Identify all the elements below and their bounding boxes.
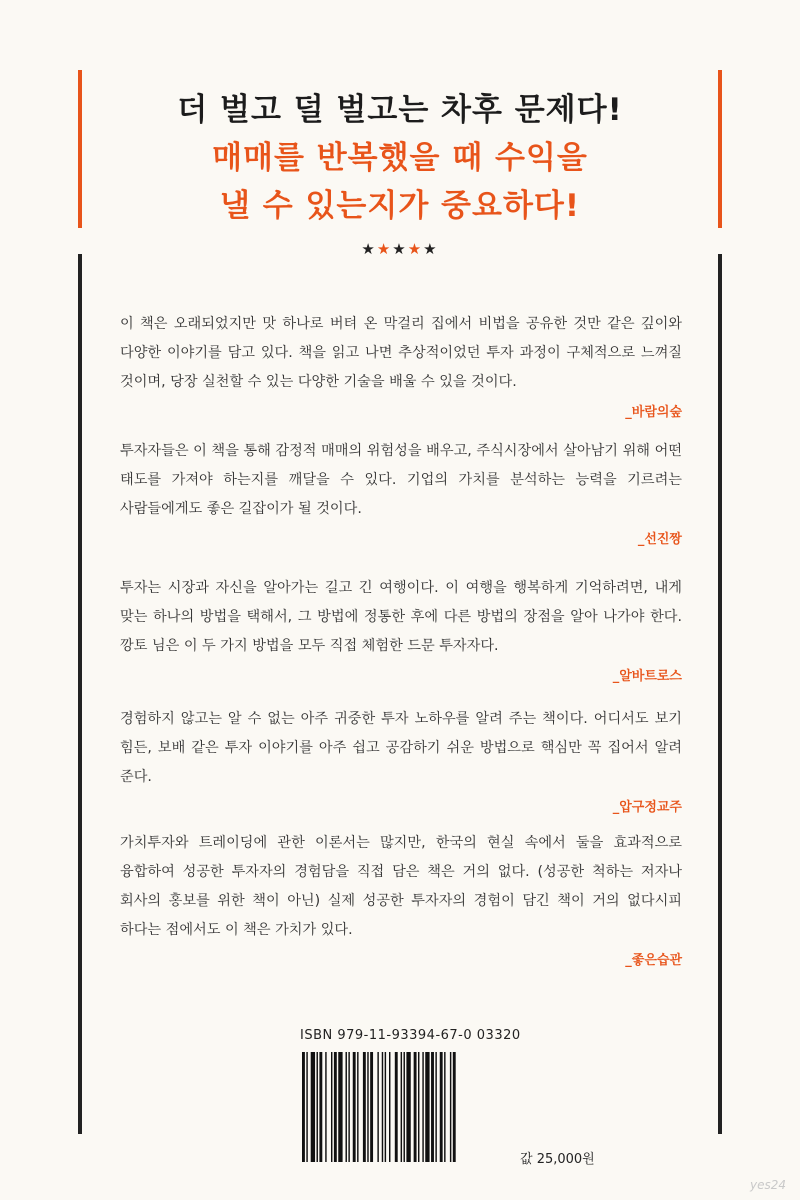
barcode-bar [453,1052,456,1162]
barcode-bar [395,1052,398,1162]
barcode-bar [311,1052,315,1162]
review-text: 투자는 시장과 자신을 알아가는 길고 긴 여행이다. 이 여행을 행복하게 기억하려면, 내게 맞는 하나의 방법을 택해서, 그 방법에 정통한 후에 다른 방법의 장점을 알아 나가야 한다. 깡토 님은 이 두 가지 방법을 모두 직접 체험한 드문 투자자다. [120,580,682,654]
rating-stars [0,240,800,258]
barcode-bar [377,1052,378,1162]
barcode-bar [317,1052,318,1162]
barcode-bar [431,1052,434,1162]
review-4 [120,705,682,815]
barcode-bar [425,1052,429,1162]
barcode-bar [370,1052,373,1162]
barcode-bar [325,1052,326,1162]
right-dark-bar [718,254,722,1134]
review-1 [120,310,682,420]
review-text: 투자자들은 이 책을 통해 감정적 매매의 위험성을 배우고, 주식시장에서 살아남기 위해 어떤 태도를 가져야 하는지를 깨달을 수 있다. 기업의 가치를 분석하는 능력을 기르려는 사람들에게도 좋은 길잡이가 될 것이다. [120,443,682,517]
headline-line-1: 더 벌고 덜 벌고는 차후 문제다! [177,92,623,128]
barcode-bar [406,1052,410,1162]
star-icon: ★ [423,240,439,258]
headline-line-3: 낼 수 있는지가 중요하다! [220,188,580,224]
barcode-bar [414,1052,417,1162]
review-5 [120,829,682,968]
barcode-bar [404,1052,405,1162]
headline-line-2: 매매를 반복했을 때 수익을 [212,140,588,176]
review-text: 경험하지 않고는 알 수 없는 아주 귀중한 투자 노하우를 알려 주는 책이다. 어디서도 보기 힘든, 보배 같은 투자 이야기를 아주 쉽고 공감하기 쉬운 방법으로 핵심만 꼭 집어서 알려 준다. [120,711,682,785]
review-2 [120,437,682,547]
barcode-bar [363,1052,366,1162]
barcode-bar [348,1052,349,1162]
left-dark-bar [78,254,82,1134]
review-text: 가치투자와 트레이딩에 관한 이론서는 많지만, 한국의 현실 속에서 둘을 효과적으로 융합하여 성공한 투자자의 경험담을 직접 담은 책은 거의 없다. (성공한 척하는 저자나 회사의 홍보를 위한 책이 아닌) 실제 성공한 투자자의 경험이 담긴 책이 거의 없다시피 하다는 점에서도 이 책은 가치가 있다. [120,835,682,938]
review-author: _선진짱 [637,532,682,547]
barcode-image [298,1052,510,1162]
star-icon: ★ [376,240,393,258]
barcode-bar [418,1052,419,1162]
headline [0,86,800,230]
star-icon: ★ [407,240,424,258]
star-icon: ★ [392,240,408,258]
review-author: _압구정교주 [612,800,682,815]
barcode-bar [435,1052,436,1162]
barcode-bar [450,1052,451,1162]
barcode-bar [331,1052,332,1162]
barcode-bar [422,1052,423,1162]
barcode-bar [338,1052,342,1162]
barcode-bar [319,1052,322,1162]
barcode-bar [353,1052,356,1162]
review-author: _바람의숲 [625,405,682,420]
watermark-logo: yes24 [749,1178,786,1192]
price-label: 값 25,000원 [520,1152,595,1167]
barcode-bar [389,1052,390,1162]
barcode-bar [385,1052,386,1162]
barcode-bar [334,1052,337,1162]
review-3 [120,574,682,684]
barcode-bar [357,1052,358,1162]
star-icon: ★ [361,240,377,258]
barcode-bar [444,1052,445,1162]
barcode-bar [382,1052,383,1162]
barcode-bar [346,1052,347,1162]
isbn-number: ISBN 979-11-93394-67-0 03320 [300,1028,521,1043]
barcode-bar [306,1052,307,1162]
review-author: _알바트로스 [612,669,682,684]
review-text: 이 책은 오래되었지만 맛 하나로 버텨 온 막걸리 집에서 비법을 공유한 것만 같은 깊이와 다양한 이야기를 담고 있다. 책을 읽고 나면 추상적이었던 투자 과정이 구체적으로 느껴질 것이며, 당장 실천할 수 있는 다양한 기술을 배울 수 있을 것이다. [120,316,682,390]
barcode-bar [302,1052,305,1162]
barcode-bar [367,1052,368,1162]
review-author: _좋은습관 [625,953,682,968]
barcode-bar [440,1052,443,1162]
barcode-bar [401,1052,402,1162]
